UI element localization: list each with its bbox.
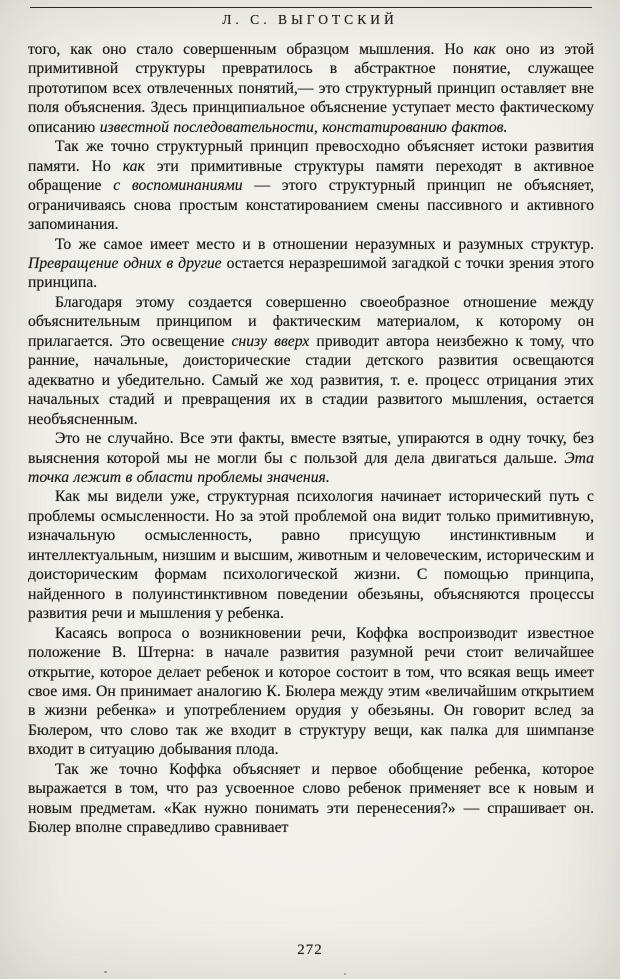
italic-text-run: известной последовательности, констатированию фактов. (99, 118, 508, 136)
page-number: 272 (297, 942, 323, 958)
text-run: оно из этой примитивной структуры превратилось в абстрактное понятие, служащее прототипом всех отвлеченных понятий,— это структурный принцип оставляет вне поля объяснения. Здесь принципиальное объяснение уступает место фактическому описанию (28, 41, 594, 136)
text-run: — этого структурный принцип не объясняет, ограничиваясь снова простым констатированием смены пассивного и активного запоминания. (28, 177, 594, 234)
text-run: Так же точно структурный принцип превосходно объясняет истоки развития памяти. Но (28, 138, 594, 175)
italic-text-run: как (122, 157, 145, 175)
italic-text-run: Превращение одних в другие (28, 254, 222, 272)
paragraph (28, 429, 594, 487)
italic-text-run: Эта точка лежит в области проблемы значения. (28, 449, 594, 486)
scan-speck (344, 973, 346, 975)
italic-text-run: с воспоминаниями (113, 177, 243, 195)
body-text (28, 40, 594, 938)
text-run: Так же точно Коффка объясняет и первое обобщение ребенка, которое выражается в том, что раз усвоенное слово ребенок применяет все к новым и новым предметам. «Как нужно понимать эти перенесения?» — спрашивает он. Бюлер вполне справедливо сравнивает (28, 760, 594, 837)
paragraph (28, 760, 594, 838)
paragraph (28, 235, 594, 293)
text-run: То же самое имеет место и в отношении неразумных и разумных структур. (55, 235, 594, 253)
text-run: Как мы видели уже, структурная психология начинает исторический путь с проблемы осмысленности. Но за этой проблемой она видит только примитивную, изначальную осмысленность, равно присущую инстинктивным и интеллектуальным, низшим и высшим, животным и человеческим, историческим и доисторическим формам психологической жизни. С помощью принципа, найденного в полуинстинктивном поведении обезьяны, объясняются процессы развития речи и мышления у ребенка. (28, 488, 594, 623)
text-run: того, как оно стало совершенным образцом мышления. Но (28, 41, 474, 58)
paragraph (28, 40, 594, 137)
italic-text-run: снизу вверх (231, 332, 310, 350)
text-run: приводит автора неизбежно к тому, что ранние, начальные, доисторические стадии детского развития освещаются адекватно и убедительно. Самый же ход развития, т. е. процесс отрицания этих начальных стадий и превращения их в стадии развитого мышления, остается необъясненным. (28, 332, 594, 428)
paragraph (28, 487, 594, 623)
text-run: эти примитивные структуры памяти переходят в активное обращение (28, 157, 594, 195)
paragraph (28, 624, 594, 760)
text-run: Благодаря этому создается совершенно своеобразное отношение между объяснительным принципом и фактическим материалом, к которому он прилагается. Это освещение (28, 293, 594, 350)
paragraph (28, 293, 594, 429)
paragraph (28, 137, 594, 234)
scan-speck (104, 971, 107, 973)
text-run: Это не случайно. Все эти факты, вместе взятые, упираются в одну точку, без выяснения которой мы не могли бы с пользой для дела двигаться дальше. (28, 430, 594, 467)
text-run: остается неразрешимой загадкой с точки зрения этого принципа. (28, 254, 594, 292)
running-head: Л. С. ВЫГОТСКИЙ (222, 12, 398, 27)
running-head-rule (30, 7, 592, 8)
text-run: Касаясь вопроса о возникновении речи, Коффка воспроизводит известное положение В. Штерна: в начале развития разумной речи стоит величайшее открытие, которое делает ребенок и которое состоит в том, что всякая вещь имеет свое имя. Он принимает аналогию К. Бюлера между этим «величайшим открытием в жизни ребенка» и употреблением орудия у обезьяны. Он говорит вслед за Бюлером, что слово так же входит в структуру вещи, как палка для шимпанзе входит в ситуацию добывания плода. (28, 624, 594, 759)
italic-text-run: как (473, 41, 496, 58)
